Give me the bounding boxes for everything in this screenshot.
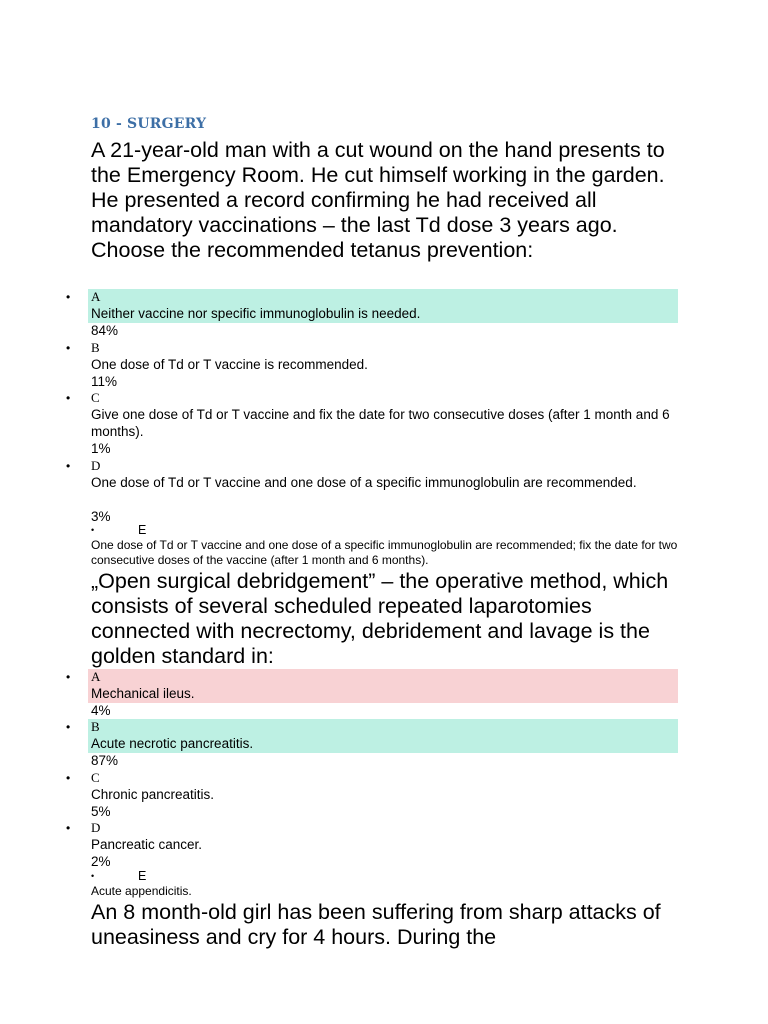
- section-header: 10 - SURGERY: [91, 116, 207, 132]
- option-text: One dose of Td or T vaccine is recommended.: [91, 357, 368, 372]
- option-percent: 11%: [91, 374, 118, 389]
- option-text: Neither vaccine nor specific immunoglobulin is needed.: [91, 306, 421, 321]
- option-letter: B: [91, 719, 100, 734]
- option-percent: 4%: [91, 703, 111, 718]
- option-letter: D: [91, 820, 101, 835]
- option-letter: B: [91, 340, 100, 355]
- option-text: Chronic pancreatitis.: [91, 787, 215, 802]
- option-letter: C: [91, 390, 100, 405]
- question-2-stem: „Open surgical debridgement” – the operative method, which consists of several scheduled repeated laparotomies connected with necrectomy, debridement and lavage is the golden standard in:: [91, 569, 669, 668]
- option-percent: 84%: [91, 323, 119, 338]
- option-letter: C: [91, 770, 100, 785]
- option-percent: 2%: [91, 854, 111, 869]
- option-percent: 3%: [91, 509, 111, 524]
- bullet-icon: •: [66, 720, 71, 734]
- bullet-icon: •: [66, 391, 71, 405]
- option-letter: D: [91, 458, 101, 473]
- option-letter: A: [91, 669, 101, 684]
- option-letter: E: [138, 523, 147, 537]
- option-text: Acute necrotic pancreatitis.: [91, 736, 254, 751]
- option-percent: 1%: [91, 441, 111, 456]
- bullet-icon: •: [66, 821, 71, 835]
- bullet-icon: •: [91, 871, 95, 881]
- bullet-icon: •: [66, 341, 71, 355]
- option-text: Mechanical ileus.: [91, 686, 195, 701]
- question-3-stem: An 8 month-old girl has been suffering from sharp attacks of uneasiness and cry for 4 hours. During the: [91, 900, 661, 949]
- option-letter: A: [91, 289, 101, 304]
- option-percent: 5%: [91, 804, 111, 819]
- question-1-stem: A 21-year-old man with a cut wound on the hand presents to the Emergency Room. He cut himself working in the garden. He presented a record confirming he had received all mandatory vaccinations – the last Td dose 3 years ago. Choose the recommended tetanus prevention:: [91, 138, 665, 262]
- option-text: Give one dose of Td or T vaccine and fix the date for two consecutive doses (after 1 month and 6 months).: [91, 407, 670, 439]
- option-text: Acute appendicitis.: [91, 884, 192, 898]
- bullet-icon: •: [66, 771, 71, 785]
- option-letter: E: [138, 869, 147, 883]
- bullet-icon: •: [66, 459, 71, 473]
- option-text: One dose of Td or T vaccine and one dose of a specific immunoglobulin are recommended; fix the date for two consecutive doses of the vaccine (after 1 month and 6 months).: [91, 538, 678, 567]
- bullet-icon: •: [66, 670, 71, 684]
- option-percent: 87%: [91, 753, 119, 768]
- bullet-icon: •: [91, 525, 95, 535]
- option-text: One dose of Td or T vaccine and one dose of a specific immunoglobulin are recommended.: [91, 475, 637, 490]
- bullet-icon: •: [66, 290, 71, 304]
- option-text: Pancreatic cancer.: [91, 837, 203, 852]
